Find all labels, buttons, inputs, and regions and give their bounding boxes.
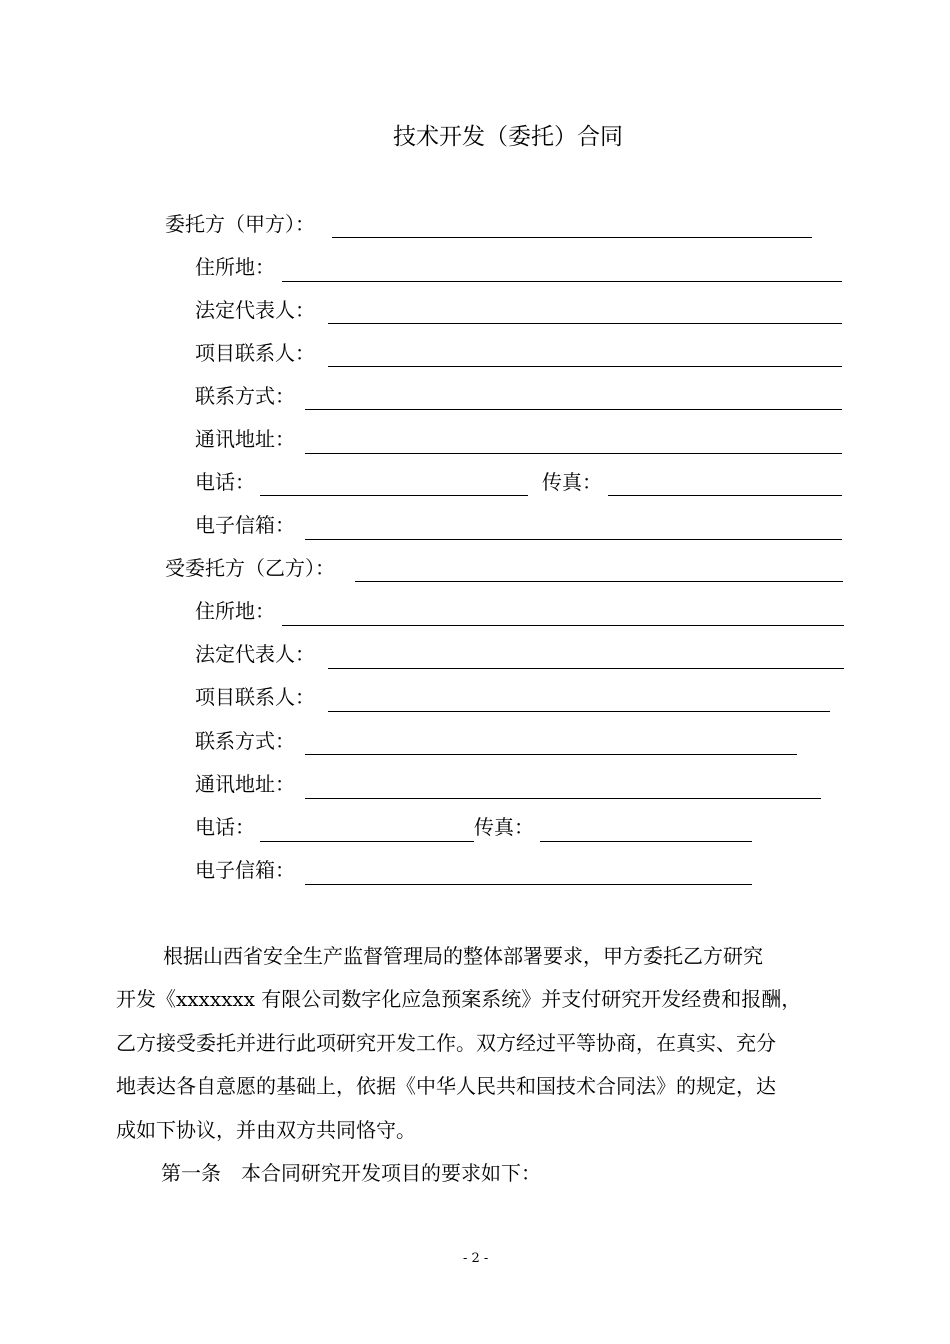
party-a-contact-method-field[interactable] — [305, 409, 842, 410]
party-b-contact-method-field[interactable] — [305, 754, 797, 755]
body-line-4: 地表达各自意愿的基础上，依据《中华人民共和国技术合同法》的规定，达 — [116, 1074, 776, 1098]
party-a-fax-field[interactable] — [608, 495, 842, 496]
party-a-project-contact-label: 项目联系人： — [195, 341, 315, 365]
party-b-email-field[interactable] — [305, 884, 752, 885]
party-b-phone-field[interactable] — [260, 841, 474, 842]
body-line-3: 乙方接受委托并进行此项研究开发工作。双方经过平等协商，在真实、充分 — [116, 1031, 776, 1055]
party-b-project-contact-label: 项目联系人： — [195, 685, 315, 709]
party-b-legal-rep-label: 法定代表人： — [195, 642, 315, 666]
party-b-contact-method-label: 联系方式： — [195, 729, 295, 753]
party-a-name-field[interactable] — [332, 237, 812, 238]
party-b-fax-field[interactable] — [540, 841, 752, 842]
party-a-contact-method-label: 联系方式： — [195, 384, 295, 408]
party-a-mailing-address-field[interactable] — [305, 453, 842, 454]
party-a-legal-rep-field[interactable] — [328, 323, 842, 324]
article-1-heading: 第一条 本合同研究开发项目的要求如下： — [161, 1161, 541, 1185]
party-b-name-field[interactable] — [355, 581, 843, 582]
party-a-heading: 委托方（甲方）： — [165, 212, 315, 236]
body-line-1: 根据山西省安全生产监督管理局的整体部署要求，甲方委托乙方研究 — [163, 944, 763, 968]
party-a-legal-rep-label: 法定代表人： — [195, 298, 315, 322]
party-b-fax-label: 传真： — [474, 815, 534, 839]
party-a-mailing-address-label: 通讯地址： — [195, 427, 295, 451]
party-b-project-contact-field[interactable] — [328, 711, 830, 712]
party-a-project-contact-field[interactable] — [328, 366, 842, 367]
body-line-5: 成如下协议，并由双方共同恪守。 — [116, 1118, 416, 1142]
party-b-email-label: 电子信箱： — [195, 858, 295, 882]
party-b-legal-rep-field[interactable] — [328, 668, 844, 669]
document-title: 技术开发（委托）合同 — [393, 124, 623, 150]
party-a-email-label: 电子信箱： — [195, 513, 295, 537]
party-b-mailing-address-label: 通讯地址： — [195, 772, 295, 796]
party-b-heading: 受委托方（乙方）： — [165, 556, 335, 580]
party-b-address-field[interactable] — [282, 625, 844, 626]
party-b-mailing-address-field[interactable] — [305, 798, 821, 799]
party-a-phone-field[interactable] — [260, 495, 528, 496]
party-b-address-label: 住所地： — [195, 599, 275, 623]
party-a-address-field[interactable] — [282, 281, 842, 282]
body-line-2: 开发《xxxxxxx 有限公司数字化应急预案系统》并支付研究开发经费和报酬， — [116, 987, 802, 1011]
party-a-fax-label: 传真： — [542, 470, 602, 494]
party-a-address-label: 住所地： — [195, 255, 275, 279]
page-number: - 2 - — [463, 1251, 489, 1266]
party-a-email-field[interactable] — [305, 539, 842, 540]
party-b-phone-label: 电话： — [195, 815, 255, 839]
party-a-phone-label: 电话： — [195, 470, 255, 494]
